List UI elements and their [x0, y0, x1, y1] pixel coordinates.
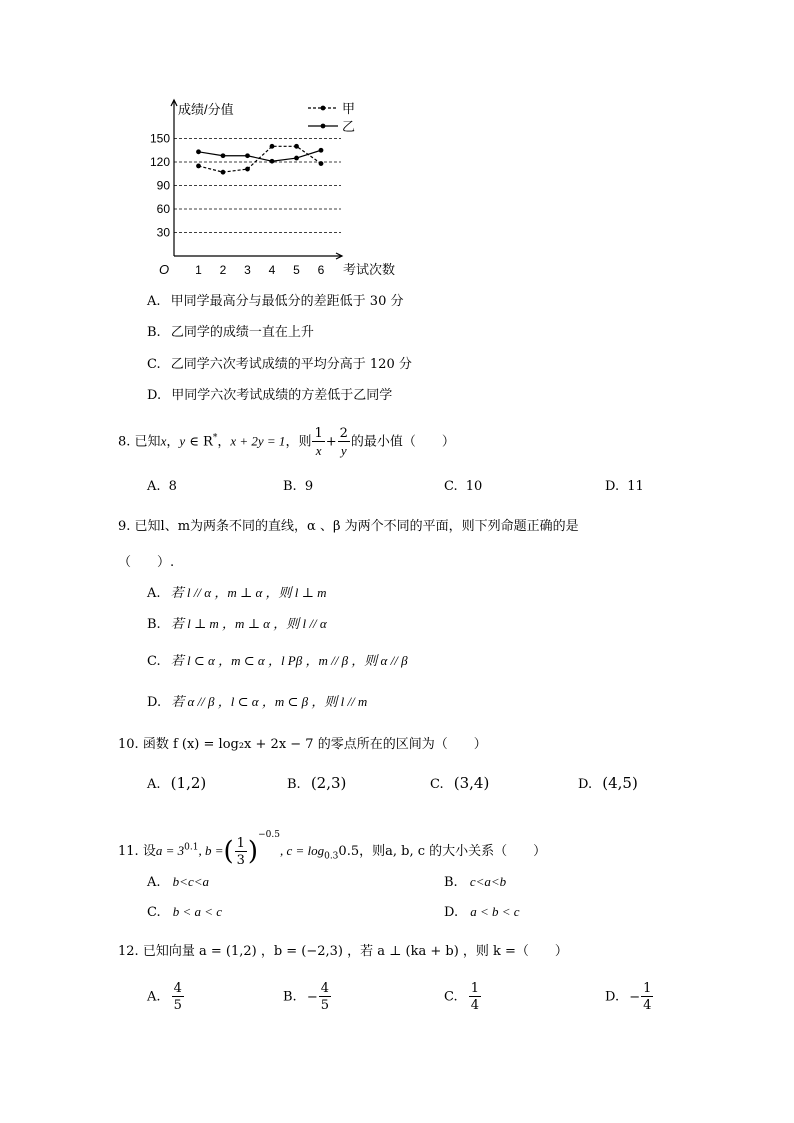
option-letter: A. — [147, 479, 161, 494]
q8-option-b — [283, 479, 313, 494]
x-tick-label: 5 — [293, 263, 300, 277]
math-log-base: 0.3 — [324, 851, 339, 862]
left-paren: ( — [223, 836, 234, 867]
option-text: 若 l ⊂ α ，m ⊂ α ，l Pβ ，m // β ，则 α // β — [170, 653, 408, 668]
option-text: 甲同学最高分与最低分的差距低于 30 分 — [170, 294, 404, 309]
question-stem: 函数 f (x) = log₂x + 2x − 7 的零点所在的区间为（ ） — [142, 737, 487, 752]
option-text: b<c<a — [172, 874, 209, 889]
option-sign: − — [629, 989, 641, 1005]
option-text: b < a < c — [172, 904, 223, 919]
stem-text: 的最小值（ ） — [350, 434, 455, 450]
q11-option-b — [444, 874, 506, 890]
option-letter: D. — [444, 905, 459, 920]
data-point — [294, 156, 299, 161]
option-letter: B. — [283, 479, 297, 494]
math-b: , b = — [198, 843, 224, 858]
y-tick-label: 150 — [149, 131, 170, 146]
x-tick-label: 3 — [244, 263, 251, 277]
option-letter: B. — [287, 777, 301, 792]
math-log-arg: 0.5 — [338, 844, 360, 859]
question-8 — [118, 418, 455, 462]
option-letter: D. — [147, 695, 162, 710]
option-text: 8 — [168, 479, 177, 494]
question-stem: 已知l、m为两条不同的直线，α 、β 为两个不同的平面，则下列命题正确的是 — [134, 519, 579, 534]
stem-text: ，则 — [285, 434, 312, 450]
option-text: 若 l ⊥ m ，m ⊥ α ，则 l // α — [170, 616, 327, 631]
data-point — [196, 149, 201, 154]
option-letter: B. — [147, 617, 161, 632]
math-exponent: 0.1 — [184, 842, 199, 853]
question-number: 12. — [118, 944, 139, 959]
option-letter: A. — [147, 989, 161, 1005]
numerator: 1 — [470, 981, 480, 996]
option-letter: C. — [444, 989, 458, 1005]
stem-text: ， — [217, 434, 231, 450]
q9-option-a — [147, 582, 327, 601]
math-y: y — [179, 433, 186, 449]
option-text: 乙同学六次考试成绩的平均分高于 120 分 — [170, 357, 412, 372]
right-paren: ) — [247, 836, 259, 867]
q8-option-c — [444, 479, 482, 494]
data-point — [245, 153, 250, 158]
option-text: a < b < c — [470, 904, 520, 919]
numerator: 1 — [643, 981, 652, 996]
option-letter: D. — [147, 388, 162, 403]
q11-option-a — [147, 874, 209, 890]
denominator: 3 — [236, 852, 245, 868]
option-text: 甲同学六次考试成绩的方差低于乙同学 — [171, 388, 393, 403]
denominator: x — [315, 442, 322, 458]
x-tick-label: 2 — [219, 263, 227, 277]
numerator: 2 — [339, 425, 348, 441]
y-tick-label: 120 — [149, 155, 170, 169]
stem-text: 已知 — [134, 434, 161, 450]
q7-option-d — [147, 384, 392, 403]
question-10 — [118, 733, 487, 752]
question-number: 8. — [118, 434, 131, 450]
option-letter: A. — [147, 294, 161, 309]
fraction-2-over-y — [338, 427, 350, 457]
data-point — [270, 159, 275, 164]
denominator: 4 — [470, 998, 480, 1013]
q12-option-b — [283, 982, 332, 1012]
numerator: 1 — [314, 425, 323, 441]
q7-option-a — [147, 290, 403, 309]
denominator: 5 — [173, 998, 182, 1013]
option-letter: A. — [147, 586, 161, 601]
x-axis-label: 考试次数 — [343, 262, 396, 277]
q10-option-b — [287, 774, 346, 792]
x-tick-label: 1 — [195, 263, 202, 277]
y-tick-label: 60 — [156, 202, 170, 216]
option-text: 10 — [465, 479, 483, 494]
option-text: c<a<b — [469, 874, 507, 889]
option-text: 乙同学的成绩一直在上升 — [170, 325, 314, 340]
math-c: , c = log — [279, 843, 325, 858]
math-set: ∈ R — [185, 434, 213, 450]
option-letter: A. — [147, 777, 161, 792]
math-exponent: −0.5 — [258, 830, 280, 840]
origin-label: O — [158, 262, 170, 277]
data-point — [221, 170, 226, 175]
q10-option-d — [578, 774, 638, 792]
math-condition: x + 2y = 1 — [230, 433, 286, 449]
x-tick-label: 6 — [317, 263, 325, 277]
question-number: 11. — [118, 844, 139, 859]
fraction-1-over-x — [312, 427, 324, 457]
fraction-1-over-3 — [235, 837, 247, 867]
legend-marker — [321, 124, 326, 129]
math-star: * — [212, 433, 218, 443]
option-letter: D. — [605, 479, 620, 494]
option-sign: − — [306, 989, 318, 1005]
option-letter: C. — [147, 905, 161, 920]
stem-text: ， — [166, 434, 180, 450]
option-text: (1,2) — [170, 774, 207, 792]
option-fraction — [469, 982, 481, 1012]
q11-option-c — [147, 904, 222, 920]
score-line-chart — [140, 92, 400, 277]
data-point — [294, 144, 299, 149]
q7-option-c — [147, 353, 412, 372]
question-11 — [118, 815, 546, 877]
option-letter: B. — [444, 875, 458, 890]
q11-option-d — [444, 904, 520, 920]
q8-option-d — [605, 479, 644, 494]
option-text: 若 α // β ，l ⊂ α ，m ⊂ β ，则 l // m — [171, 694, 368, 709]
q9-answer-paren: （ ）. — [118, 555, 175, 570]
option-letter: B. — [283, 989, 297, 1005]
denominator: 5 — [320, 998, 330, 1013]
q9-option-b — [147, 613, 327, 632]
option-text: 若 l // α ，m ⊥ α ，则 l ⊥ m — [170, 585, 327, 600]
option-fraction — [172, 982, 184, 1012]
y-tick-label: 30 — [156, 225, 170, 240]
math-x: x — [160, 433, 167, 449]
option-letter: D. — [605, 989, 620, 1005]
q9-option-c — [147, 650, 408, 669]
option-fraction — [641, 982, 653, 1012]
series-line-2 — [199, 150, 322, 161]
math-a: a = 3 — [155, 843, 185, 858]
denominator: 4 — [643, 998, 652, 1013]
data-point — [270, 144, 275, 149]
question-9 — [118, 515, 579, 534]
numerator: 1 — [236, 835, 245, 851]
data-point — [319, 148, 324, 153]
option-text: (2,3) — [310, 774, 347, 792]
q12-option-c — [444, 982, 482, 1012]
legend-label: 乙 — [342, 119, 356, 134]
data-point — [245, 167, 250, 172]
option-text: (3,4) — [453, 774, 490, 792]
q9-option-d — [147, 691, 367, 710]
option-text: (4,5) — [602, 774, 638, 792]
series-line-1 — [199, 146, 322, 172]
q8-option-a — [147, 479, 177, 494]
legend-label: 甲 — [342, 101, 356, 116]
question-number: 10. — [118, 737, 139, 752]
numerator: 4 — [320, 981, 330, 996]
option-letter: C. — [147, 357, 161, 372]
q10-option-a — [147, 774, 206, 792]
legend-marker — [321, 106, 326, 111]
option-text: 9 — [304, 479, 314, 494]
option-text: 11 — [627, 479, 644, 494]
question-12 — [118, 940, 568, 959]
option-letter: C. — [430, 777, 444, 792]
x-tick-label: 4 — [268, 263, 276, 277]
q10-option-c — [430, 774, 489, 792]
numerator: 4 — [173, 981, 182, 996]
option-letter: B. — [147, 325, 161, 340]
data-point — [319, 161, 324, 166]
option-letter: D. — [578, 777, 593, 792]
option-fraction — [319, 982, 331, 1012]
y-axis-label: 成绩/分值 — [178, 102, 234, 117]
option-letter: C. — [444, 479, 458, 494]
question-number: 9. — [118, 519, 131, 534]
q7-option-b — [147, 321, 314, 340]
option-letter: A. — [147, 875, 161, 890]
data-point — [196, 164, 201, 169]
stem-text: ，则a, b, c 的大小关系（ ） — [359, 844, 547, 859]
option-letter: C. — [147, 654, 161, 669]
data-point — [221, 153, 226, 158]
q12-option-a — [147, 982, 185, 1012]
q12-option-d — [605, 982, 654, 1012]
question-stem: 已知向量 a = (1,2) ，b = (−2,3) ，若 a ⊥ (ka + b) ，则 k =（ ） — [142, 944, 568, 959]
plus-sign: + — [325, 434, 337, 450]
y-tick-label: 90 — [156, 178, 170, 193]
stem-text: 设 — [142, 844, 156, 859]
denominator: y — [340, 442, 347, 458]
